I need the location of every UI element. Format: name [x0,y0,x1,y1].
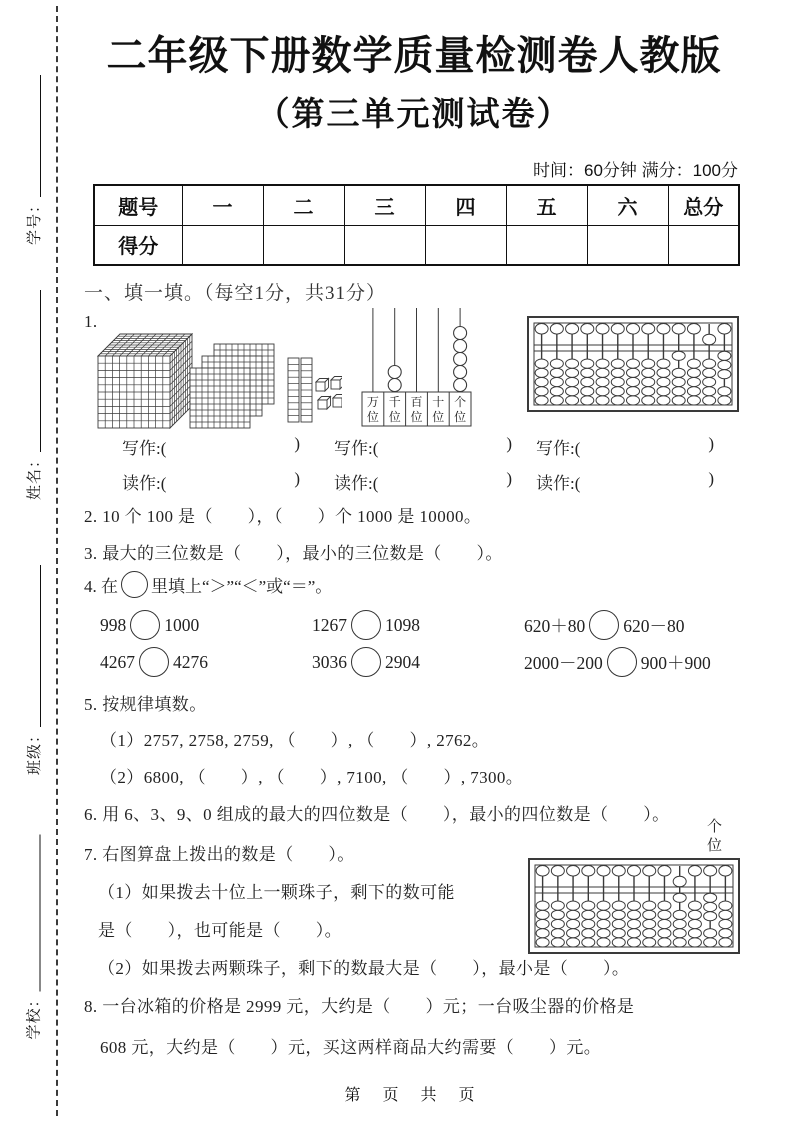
compare-right: 620－80 [623,615,685,636]
score-header-cell: 一 [182,185,263,225]
fill-circle-icon [139,647,169,677]
question-4-intro [84,571,332,598]
comparison-pair [524,610,685,640]
question-8-line1: 8. 一台冰箱的价格是 2999 元，大约是（ ）元；一台吸尘器的价格是 [84,997,635,1016]
question-7-text: 7. 右图算盘上拨出的数是（ ）。 [84,845,355,864]
name-blank-line [39,290,41,452]
paper-main-area [84,0,744,1122]
question-7-sub1-line2: 是（ ），也可能是（ ）。 [98,921,342,940]
close-paren: ) [708,469,714,488]
score-header-cell: 四 [425,185,506,225]
sidebar-field-student-id [21,75,45,245]
sidebar-field-name [21,290,45,500]
read-as-label: 读作:( [536,474,581,493]
fill-circle-icon [130,610,160,640]
score-table-score-row [94,225,739,265]
score-row-label: 得分 [94,225,182,265]
comparison-pair [100,610,199,640]
write-as-blank-2 [334,434,512,459]
fill-circle-icon [351,647,381,677]
fill-circle-icon [351,610,381,640]
name-label: 姓名： [26,451,43,500]
time-score-meta: 时间：60分钟 满分：100分 [533,161,738,180]
write-as-blank-1 [122,434,300,459]
score-empty-cell [344,225,425,265]
score-header-cell: 题号 [94,185,182,225]
compare-right: 900＋900 [640,652,711,673]
score-header-cell: 二 [263,185,344,225]
comparison-pair [524,647,711,677]
question-8-line2: 608 元，大约是（ ）元，买这两样商品大约需要（ ）元。 [100,1038,602,1057]
read-as-label: 读作:( [122,474,167,493]
counter-place-wei: 位 [410,410,423,424]
question-5-sub1: （1）2757, 2758, 2759, （ ）, （ ）, 2762。 [100,731,490,750]
close-paren: ) [506,434,512,453]
counter-place-wei: 位 [454,410,467,424]
abacus-figure-q7 [528,858,740,956]
class-label: 班级： [26,726,43,775]
ones-place-pointer-label: 个位 [706,819,722,854]
question-7-sub2: （2）如果拨去两颗珠子，剩下的数最大是（ ），最小是（ ）。 [98,959,630,978]
score-header-cell: 三 [344,185,425,225]
compare-left: 3036 [312,651,347,672]
student-id-label: 学号： [26,196,43,245]
score-empty-cell [506,225,587,265]
fill-circle-icon [121,571,148,598]
exam-subtitle: （第三单元测试卷） [256,95,572,132]
score-table [93,184,740,266]
sidebar-field-class [21,565,45,775]
base-ten-blocks-figure [94,312,342,430]
score-empty-cell [587,225,668,265]
counter-place-wei: 位 [388,410,401,424]
place-value-counter-figure [360,306,478,430]
compare-left: 1267 [312,614,347,635]
score-header-cell: 五 [506,185,587,225]
read-as-blank-1 [122,469,300,494]
exam-title: 二年级下册数学质量检测卷人教版 [106,34,722,78]
counter-place-digit: 万 [366,395,379,409]
question-5-text: 5. 按规律填数。 [84,695,207,714]
compare-left: 620＋80 [524,615,586,636]
abacus-figure-q1 [527,316,739,414]
score-empty-cell [182,225,263,265]
close-paren: ) [294,434,300,453]
compare-right: 1098 [385,614,420,635]
score-header-cell: 总分 [668,185,739,225]
score-empty-cell [425,225,506,265]
student-id-blank-line [39,75,41,197]
close-paren: ) [506,469,512,488]
question-7-sub1-line1: （1）如果拨去十位上一颗珠子，剩下的数可能 [98,883,455,902]
write-as-blank-3 [536,434,714,459]
read-as-blank-2 [334,469,512,494]
compare-left: 998 [100,614,127,635]
compare-left: 4267 [100,651,135,672]
score-empty-cell [263,225,344,265]
counter-place-wei: 位 [366,410,379,424]
counter-place-digit: 千 [388,395,401,409]
compare-right: 1000 [164,614,200,635]
counter-place-digit: 百 [410,395,423,409]
comparison-pair [312,647,420,677]
school-blank-line [39,835,41,992]
q4-intro-left: 4. 在 [84,577,118,596]
page-footer: 第 页 共 页 [344,1087,484,1104]
counter-place-wei: 位 [432,410,445,424]
fill-circle-icon [607,647,637,677]
score-table-header-row [94,185,739,225]
score-header-cell: 六 [587,185,668,225]
question-5-sub2: （2）6800, （ ）, （ ）, 7100, （ ）, 7300。 [100,768,524,787]
margin-dashed-line [56,6,58,1116]
compare-right: 2904 [385,651,420,672]
q4-intro-right: 里填上“＞”“＜”或“＝”。 [151,577,333,596]
compare-left: 2000－200 [524,652,603,673]
write-as-label: 写作:( [334,439,379,458]
write-as-label: 写作:( [536,439,581,458]
question-3-text: 3. 最大的三位数是（ ），最小的三位数是（ ）。 [84,544,503,563]
class-blank-line [39,565,41,727]
compare-right: 4276 [173,651,208,672]
fill-circle-icon [589,610,619,640]
question-1-number: 1. [84,312,98,331]
question-2-text: 2. 10 个 100 是（ ），（ ）个 1000 是 10000。 [84,507,482,526]
comparison-pair [100,647,208,677]
counter-place-digit: 十 [432,395,445,409]
school-label: 学校： [26,991,42,1040]
read-as-label: 读作:( [334,474,379,493]
score-empty-cell [668,225,739,265]
section-one-heading: 一、填一填。（每空1分，共31分） [84,283,387,304]
read-as-blank-3 [536,469,714,494]
counter-place-digit: 个 [454,395,467,409]
close-paren: ) [708,434,714,453]
sidebar-field-school [21,835,45,1040]
close-paren: ) [294,469,300,488]
comparison-pair [312,610,420,640]
write-as-label: 写作:( [122,439,167,458]
question-6-text: 6. 用 6、3、9、0 组成的最大的四位数是（ ），最小的四位数是（ ）。 [84,805,670,824]
